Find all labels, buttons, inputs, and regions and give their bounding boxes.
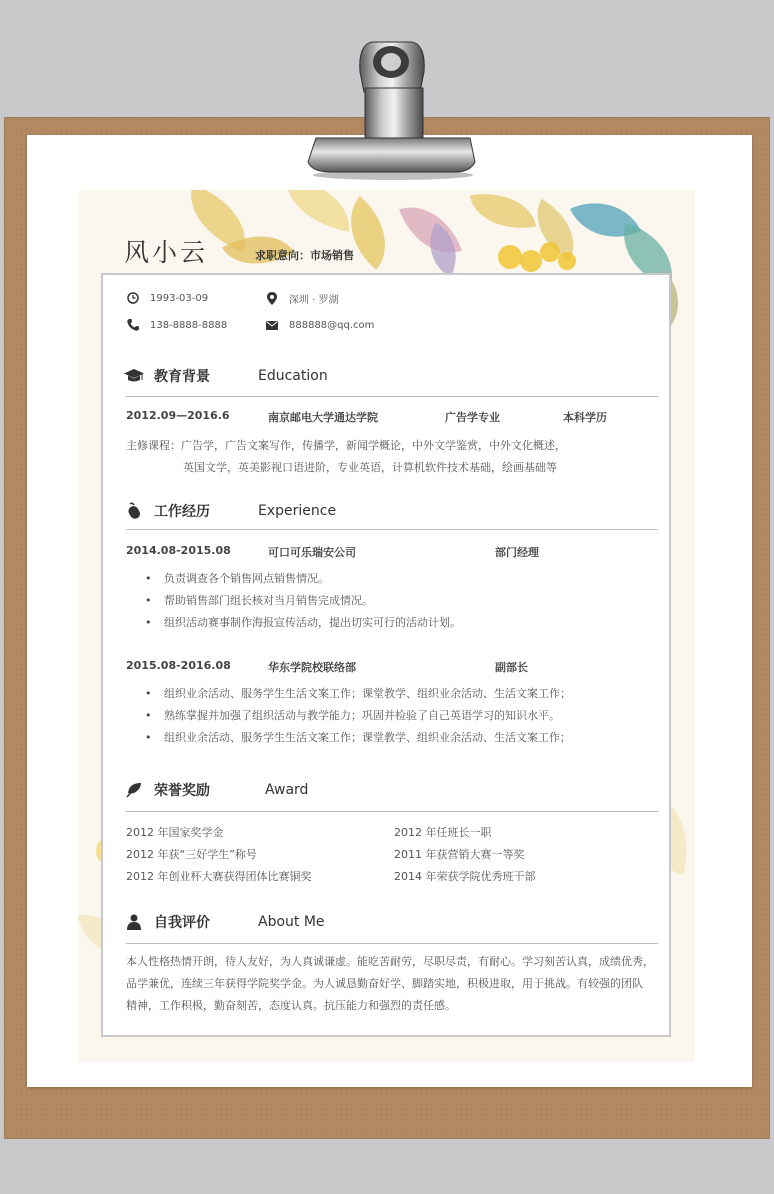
job-role: 部门经理 — [495, 546, 539, 559]
location-row — [265, 291, 339, 306]
phone-icon — [126, 318, 140, 332]
awards-title-cn: 荣誉奖励 — [154, 783, 210, 799]
experience-heading — [124, 501, 337, 521]
about-line: 品学兼优，连续三年获得学院奖学金。为人诚恳勤奋好学、脚踏实地，积极进取，用于挑战。有较强的团队 — [126, 977, 643, 990]
list-item: • 组织业余活动、服务学生生活文案工作；课堂教学、组织业余活动、生活文案工作； — [144, 683, 571, 705]
phone-value: 138-8888-8888 — [150, 319, 228, 331]
job-company: 华东学院校联络部 — [268, 661, 356, 674]
about-line: 本人性格热情开朗，待人友好，为人真诚谦虚。能吃苦耐劳，尽职尽责，有耐心。学习刻苦认真，成绩优秀， — [126, 955, 654, 968]
job-intent: 求职意向：市场销售 — [255, 249, 354, 262]
job-company: 可口可乐瑞安公司 — [268, 546, 356, 559]
experience-divider — [126, 529, 658, 530]
location-value: 深圳 · 罗湖 — [289, 295, 339, 306]
education-school: 南京邮电大学通达学院 — [268, 411, 378, 424]
candidate-name: 风小云 — [124, 238, 209, 267]
education-major: 广告学专业 — [445, 411, 500, 424]
education-courses-line2: 英国文学，英美影视口语进阶，专业英语，计算机软件技术基础，绘画基础等 — [183, 461, 557, 474]
education-period: 2012.09—2016.6 — [126, 409, 230, 422]
education-title-en: Education — [258, 368, 328, 384]
job-duties-list — [144, 683, 571, 749]
award-item: 2014 年荣获学院优秀班干部 — [394, 870, 536, 883]
location-pin-icon — [265, 292, 279, 306]
education-courses-line1: 主修课程：广告学，广告文案写作，传播学，新闻学概论，中外文学鉴赏，中外文化概述， — [126, 439, 566, 452]
about-divider — [126, 943, 658, 944]
job-period: 2014.08-2015.08 — [126, 544, 231, 557]
list-item: • 熟练掌握并加强了组织活动与教学能力；巩固并检验了自己英语学习的知识水平。 — [144, 705, 571, 727]
job-duties-list — [144, 568, 461, 634]
awards-divider — [126, 811, 658, 812]
job-role: 副部长 — [495, 661, 528, 674]
list-item: • 帮助销售部门组长核对当月销售完成情况。 — [144, 590, 461, 612]
education-divider — [126, 396, 658, 397]
mail-icon — [265, 318, 279, 332]
education-heading — [124, 366, 328, 386]
job-period: 2015.08-2016.08 — [126, 659, 231, 672]
binder-clip-icon — [0, 0, 774, 180]
leaf-icon — [124, 781, 144, 799]
award-item: 2012 年任班长一职 — [394, 826, 492, 839]
award-item: 2012 年创业杯大赛获得团体比赛铜奖 — [126, 870, 312, 883]
graduation-cap-icon — [124, 367, 144, 385]
education-title-cn: 教育背景 — [154, 369, 210, 385]
email-value: 888888@qq.com — [289, 319, 375, 331]
user-icon — [124, 913, 144, 931]
about-line: 精神，工作积极，勤奋刻苦，态度认真。抗压能力和强烈的责任感。 — [126, 999, 456, 1012]
education-degree: 本科学历 — [563, 411, 607, 424]
list-item: • 负责调查各个销售网点销售情况。 — [144, 568, 461, 590]
mouse-icon — [124, 502, 144, 520]
clock-icon — [126, 291, 140, 305]
award-item: 2012 年国家奖学金 — [126, 826, 224, 839]
awards-title-en: Award — [265, 782, 309, 798]
about-title-en: About Me — [258, 914, 325, 930]
list-item: • 组织业余活动、服务学生生活文案工作；课堂教学、组织业余活动、生活文案工作； — [144, 727, 571, 749]
about-heading — [124, 912, 325, 932]
list-item: • 组织活动赛事制作海报宣传活动，提出切实可行的活动计划。 — [144, 612, 461, 634]
email-row — [265, 318, 374, 332]
experience-title-en: Experience — [258, 503, 337, 519]
award-item: 2011 年获营销大赛一等奖 — [394, 848, 525, 861]
about-text — [126, 951, 666, 1017]
phone-row — [126, 318, 227, 332]
birthday-value: 1993-03-09 — [150, 292, 209, 304]
award-item: 2012 年获“三好学生”称号 — [126, 848, 257, 861]
about-title-cn: 自我评价 — [154, 915, 210, 931]
experience-title-cn: 工作经历 — [154, 504, 210, 520]
birthday-row — [126, 291, 208, 305]
awards-heading — [124, 780, 309, 800]
